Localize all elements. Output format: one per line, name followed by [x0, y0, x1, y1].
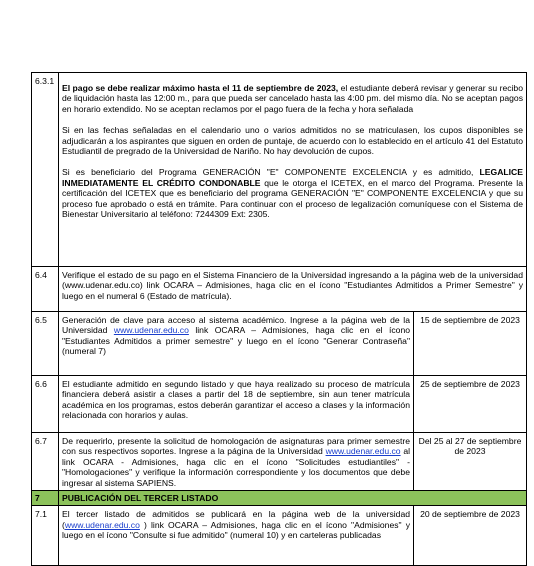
paragraph-text: el estudiante deberá revisar y generar su recibo de liquidación hasta las 12:00 m., para que pueda ser cancelado hasta las 4:00 pm. del mismo día. No se aceptan pagos en horario extendido. No se aceptan reclamos por el pago fuera de la fecha y hora señalada	[62, 83, 523, 114]
date-cell: 20 de septiembre de 2023	[414, 506, 527, 566]
row-content	[59, 506, 414, 566]
table-row	[32, 376, 527, 433]
date-cell: 15 de septiembre de 2023	[414, 312, 527, 376]
paragraph-text: De requerirlo, presente la solicitud de homologación de asignaturas para primer semestre con sus respectivos soportes. Ingrese a la página de la Universidad	[62, 436, 410, 457]
paragraph-text: Si es beneficiario del Programa GENERACIÓN "E" COMPONENTE EXCELENCIA y es admitido,	[62, 167, 480, 178]
date-cell: Del 25 al 27 de septiembre de 2023	[414, 433, 527, 491]
row-number: 6.6	[32, 376, 59, 433]
date-cell: 25 de septiembre de 2023	[414, 376, 527, 433]
udenar-link[interactable]: www.udenar.edu.co	[325, 446, 401, 457]
paragraph-text: El estudiante admitido en segundo listado y que haya realizado su proceso de matrícula financiera deberá asistir a clases a partir del 18 de septiembre, sin aun tener matrícula académica en los programas, estos deberán garantizar el acceso a clases y la información relacionada con horarios y aulas.	[62, 379, 410, 421]
row-number: 6.3.1	[32, 73, 59, 267]
table-row	[32, 506, 527, 566]
schedule-table	[31, 72, 527, 566]
row-number: 6.4	[32, 267, 59, 312]
row-content	[59, 312, 414, 376]
paragraph	[62, 83, 523, 114]
paragraph-text: que le otorga el ICETEX, en el marco del Programa. Presente la certificación del ICETEX que es beneficiario del programa GENERACIÓN "E" COMPONENTE EXCELENCIA y que su proceso fue aprobado o está en trámite. Para continuar con el proceso de legalización comuníquese con el Sistema de Bienestar Universitario al teléfono: 7244309 Ext: 2305.	[62, 177, 523, 220]
udenar-link[interactable]: www.udenar.edu.co	[64, 519, 140, 530]
row-number: 6.7	[32, 433, 59, 491]
paragraph-text: link OCARA – Admisiones, haga clic en el ícono "Estudiantes Admitidos a primer semestre" y luego en el ícono "Generar Contraseña" (numeral 7)	[62, 325, 411, 357]
paragraph-text: al link OCARA - Admisiones, haga clic en el ícono "Solicitudes estudiantiles" - "Homologaciones" y verifique la información correspondiente y los documentos que debe ingresar al sistema SAPIENS.	[62, 446, 411, 488]
payment-deadline-text: El pago se debe realizar máximo hasta el 11 de septiembre de 2023,	[62, 83, 339, 93]
section-number: 7	[32, 491, 59, 506]
paragraph-text: Si en las fechas señaladas en el calendario uno o varios admitidos no se matriculasen, los cupos disponibles se adjudicarán a los aspirantes que siguen en orden de puntaje, de acuerdo con lo establecido en el artículo 41 del Estatuto Estudiantil de pregrado de la Universidad de Nariño. No hay devolución de cupos.	[62, 125, 523, 157]
table-row	[32, 267, 527, 312]
table-row	[32, 73, 527, 267]
udenar-link[interactable]: www.udenar.edu.co	[113, 325, 189, 336]
paragraph-text: El tercer listado de admitidos se publicará en la página web de la universidad (	[62, 509, 410, 530]
row-content	[59, 267, 527, 312]
row-content	[59, 73, 527, 267]
section-header-row	[32, 491, 527, 506]
paragraph	[62, 125, 523, 156]
paragraph	[62, 167, 523, 219]
row-number: 6.5	[32, 312, 59, 376]
emphasis-text: LEGALICE INMEDIATAMENTE EL CRÉDITO CONDONABLE	[62, 167, 523, 188]
paragraph-text: Generación de clave para acceso al sistema académico. Ingrese a la página web de la Universidad	[62, 315, 410, 336]
table-row	[32, 312, 527, 376]
row-content	[59, 376, 414, 433]
row-number: 7.1	[32, 506, 59, 566]
section-title: PUBLICACIÓN DEL TERCER LISTADO	[59, 491, 527, 506]
paragraph-text: ) link OCARA – Admisiones, haga clic en el ícono "Admisiones" y luego en el ícono "Consulte si fue admitido" (numeral 10) y en carteleras publicadas	[62, 519, 410, 541]
paragraph-text: Verifique el estado de su pago en el Sistema Financiero de la Universidad ingresando a la página web de la universidad (www.udenar.edu.co) link OCARA – Admisiones, haga clic en el ícono "Estudiantes Admitidos a Primer Semestre" y luego en el numeral 6 (Estado de matrícula).	[62, 270, 523, 301]
